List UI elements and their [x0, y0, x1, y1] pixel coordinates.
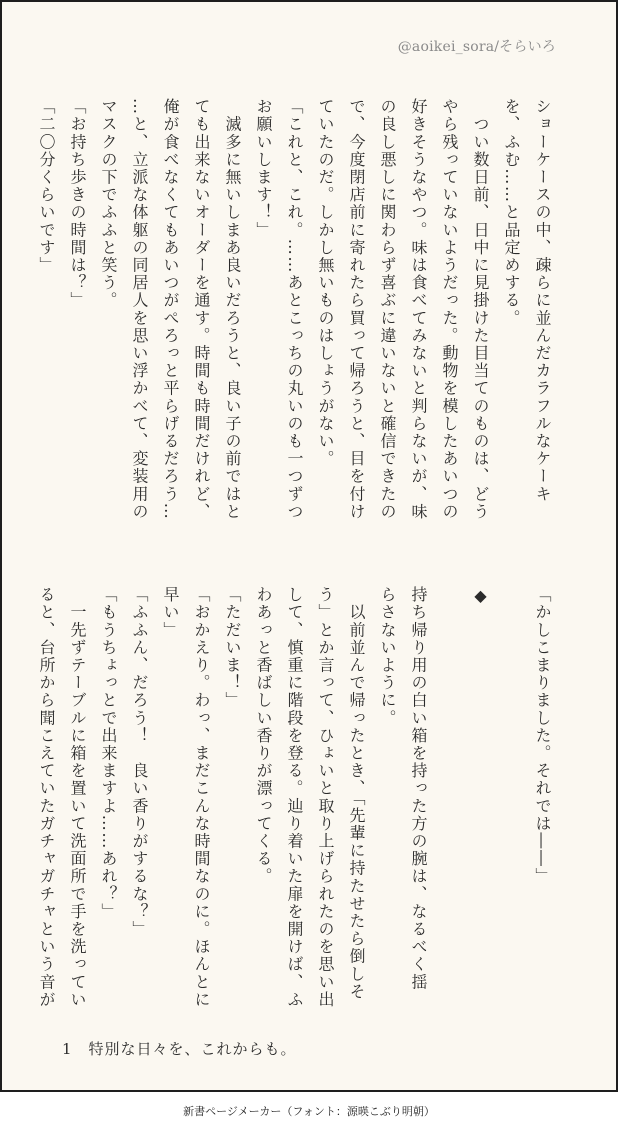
- text-column: お願いします！」: [254, 98, 273, 239]
- text-column: 「ふふん、だろう！ 良い香りがするな？」: [130, 586, 149, 938]
- text-column: 持ち帰り用の白い箱を持った方の腕は、なるべく揺: [409, 586, 428, 991]
- text-column: [496, 586, 527, 1016]
- text-column: ていたのだ。しかし無いものはしょうがない。: [316, 98, 335, 468]
- text-column: ショーケースの中、疎らに並んだカラフルなケーキ: [533, 98, 552, 503]
- text-column: 俺が食べなくてもあいつがぺろっと平らげるだろう…: [161, 98, 180, 521]
- text-column: つい数日前、日中に見掛けた目当てのものは、どう: [471, 98, 490, 521]
- text-column: う」とか言って、ひょいと取り上げられたのを思い出: [316, 586, 335, 1009]
- text-column: を、ふむ……と品定めする。: [502, 98, 521, 327]
- text-column: 「もうちょっとで出来ますよ……あれ？」: [99, 586, 118, 921]
- text-column: [434, 586, 465, 1016]
- text-column: して、慎重に階段を登る。辿り着いた扉を開けば、ふ: [285, 586, 304, 1009]
- text-column: 一先ずテーブルに箱を置いて洗面所で手を洗ってい: [68, 586, 87, 1009]
- text-column: マスクの下でふふと笑う。: [99, 98, 118, 310]
- text-column: …と、立派な体躯の同居人を思い浮かべて、変装用の: [130, 98, 149, 521]
- text-column: 「お持ち歩きの時間は？」: [68, 98, 87, 310]
- text-column: 好きそうなやつ。味は食べてみないと判らないが、味: [409, 98, 428, 521]
- page-footer-note: 1 特別な日々を、これからも。: [62, 1040, 297, 1058]
- text-column: 「ただいま！」: [223, 586, 242, 710]
- text-column: 「かしこまりました。それでは――」: [533, 586, 552, 886]
- text-column: らさないように。: [378, 586, 397, 727]
- author-credit: @aoikei_sora/そらいろ: [397, 39, 556, 55]
- text-column: で、今度閉店前に寄れたら買って帰ろうと、目を付け: [347, 98, 366, 521]
- generator-caption: 新書ページメーカー（フォント：源暎こぶり明朝）: [183, 1105, 435, 1118]
- text-column: ても出来ないオーダーを通す。時間も時間だけれど、: [192, 98, 211, 521]
- upper-text-block: [31, 98, 558, 528]
- text-column: わあっと香ばしい香りが漂ってくる。: [254, 586, 273, 886]
- text-column: ◆: [471, 586, 490, 607]
- text-column: 「おかえり。わっ、まだこんな時間なのに。ほんとに: [192, 586, 211, 1009]
- text-column: 以前並んで帰ったとき、「先輩に持たせたら倒しそ: [347, 586, 366, 1001]
- text-column: 滅多に無いしまあ良いだろうと、良い子の前ではと: [223, 98, 242, 521]
- text-column: の良し悪しに関わらず喜ぶに違いないと確信できたの: [378, 98, 397, 521]
- text-column: 「これと、これ。……あとこっちの丸いのも一つずつ: [285, 98, 304, 521]
- text-column: ると、台所から聞こえていたガチャガチャという音が: [37, 586, 56, 1009]
- text-column: 早い」: [161, 586, 180, 639]
- text-column: やら残っていないようだった。動物を模したあいつの: [440, 98, 459, 521]
- text-column: 「二〇分くらいです」: [37, 98, 56, 274]
- lower-text-block: [31, 586, 558, 1016]
